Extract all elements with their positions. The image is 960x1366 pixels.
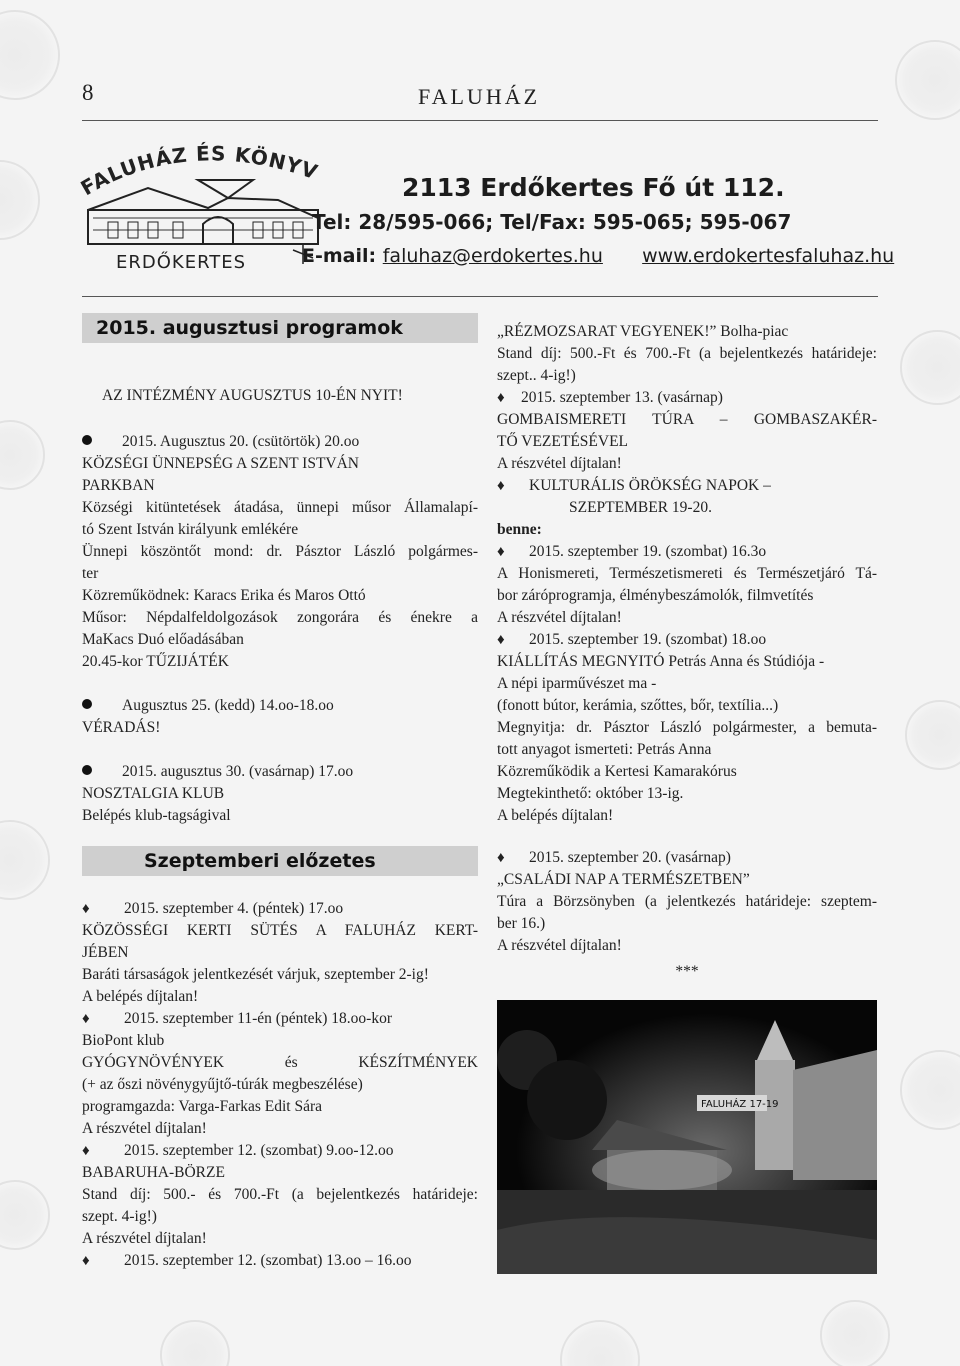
logo-arc-text: FALUHÁZ ÉS KÖNYV — [78, 141, 322, 200]
diamond-icon: ♦ — [497, 632, 505, 648]
event-aug20-fireworks: 20.45-kor TŰZIJÁTÉK — [82, 653, 229, 670]
event-sep12-stand-cont: szept. 4-ig!) — [82, 1208, 157, 1225]
logo-town-name: ERDŐKERTES — [116, 252, 247, 273]
event-sep20-desc-cont: ber 16.) — [497, 915, 546, 932]
event-sep19b-until: Megtekinthető: október 13-ig. — [497, 785, 684, 802]
event-sep19b-subtitle: A népi iparművészet ma - — [497, 675, 657, 692]
event-aug20-speech: Ünnepi köszöntőt mond: dr. Pásztor László polgármes- — [82, 543, 478, 560]
event-sep13-title: GOMBAISMERETI TÚRA – GOMBASZAKÉR- — [497, 411, 877, 428]
diamond-icon: ♦ — [82, 1143, 90, 1159]
event-fleamarket-stand-cont: szept.. 4-ig!) — [497, 367, 576, 384]
event-sep4-title-cont: JÉBEN — [82, 944, 129, 961]
event-sep19a-desc: A Honismereti, Természetismereti és Természetjáró Tá- — [497, 565, 877, 582]
event-sep12-stand: Stand díj: 500.- és 700.-Ft (a bejelentkezés határideje: — [82, 1186, 478, 1203]
event-sep4-date: ♦ 2015. szeptember 4. (péntek) 17.oo — [82, 898, 478, 920]
august-programs-title: 2015. augusztusi programok — [96, 317, 403, 339]
event-sep11-club: BioPont klub — [82, 1032, 165, 1049]
header-rule — [82, 120, 878, 121]
event-sep20-title: „CSALÁDI NAP A TERMÉSZETBEN” — [497, 871, 750, 888]
event-fleamarket-stand: Stand díj: 500.-Ft és 700.-Ft (a bejelentkezés határideje: — [497, 345, 877, 362]
september-preview-banner — [82, 846, 478, 876]
decorative-sun-icon — [905, 700, 960, 770]
event-aug20-speech-cont: ter — [82, 565, 99, 582]
september-program-list-right — [497, 321, 877, 983]
decorative-sun-icon — [900, 1050, 960, 1130]
august-programs-banner — [82, 313, 478, 343]
event-sep20-desc: Túra a Börzsönyben (a jelentkezés határideje: szeptem- — [497, 893, 877, 910]
diamond-icon: ♦ — [82, 1011, 90, 1027]
photo-night-scene — [497, 1000, 877, 1274]
event-sep11-desc: (+ az őszi növénygyűjtő-túrák megbeszélése) — [82, 1076, 363, 1093]
contact-address: 2113 Erdőkertes Fő út 112. — [402, 173, 785, 202]
event-aug20-program-cont: MaKacs Duó előadásában — [82, 631, 244, 648]
page-number: 8 — [82, 80, 94, 105]
event-aug20-title-cont: PARKBAN — [82, 477, 155, 494]
event-aug25-date: Augusztus 25. (kedd) 14.oo-18.oo — [82, 695, 478, 717]
event-aug30-note: Belépés klub-tagságival — [82, 807, 231, 824]
heritage-days-title: ♦ KULTURÁLIS ÖRÖKSÉG NAPOK – — [497, 475, 877, 497]
event-aug20-date: 2015. Augusztus 20. (csütörtök) 20.oo — [82, 431, 478, 453]
website-link[interactable]: www.erdokertesfaluhaz.hu — [642, 245, 895, 267]
filled-circle-icon — [82, 435, 92, 445]
event-sep19b-fee: A belépés díjtalan! — [497, 807, 614, 824]
decorative-sun-icon — [0, 1180, 50, 1250]
event-sep19a-desc-cont: bor záróprogramja, élménybeszámolók, filmvetítés — [497, 587, 814, 604]
decorative-sun-icon — [0, 420, 45, 490]
event-sep19b-materials: (fonott bútor, kerámia, szőttes, bőr, textília...) — [497, 697, 779, 714]
event-aug20-desc-cont: tó Szent István királyunk emlékére — [82, 521, 299, 538]
event-aug20-title: KÖZSÉGI ÜNNEPSÉG A SZENT ISTVÁN — [82, 455, 360, 472]
event-sep11-title: GYÓGYNÖVÉNYEK és KÉSZÍTMÉNYEK — [82, 1054, 478, 1071]
event-sep19a-date: ♦ 2015. szeptember 19. (szombat) 16.3o — [497, 541, 877, 563]
event-sep4-fee: A belépés díjtalan! — [82, 988, 199, 1005]
event-sep11-date: ♦ 2015. szeptember 11-én (péntek) 18.oo-kor — [82, 1008, 478, 1030]
event-sep19b-title: KIÁLLÍTÁS MEGNYITÓ Petrás Anna és Stúdiója - — [497, 653, 825, 670]
event-aug30-title: NOSZTALGIA KLUB — [82, 785, 225, 802]
event-aug30-date: 2015. augusztus 30. (vasárnap) 17.oo — [82, 761, 478, 783]
filled-circle-icon — [82, 699, 92, 709]
heritage-days-dates: SZEPTEMBER 19-20. — [569, 499, 712, 516]
diamond-icon: ♦ — [82, 1253, 90, 1269]
event-sep4-title: KÖZÖSSÉGI KERTI SÜTÉS A FALUHÁZ KERT- — [82, 922, 478, 939]
event-aug25-title: VÉRADÁS! — [82, 719, 161, 736]
filled-circle-icon — [82, 765, 92, 775]
event-sep11-host: programgazda: Varga-Farkas Edit Sára — [82, 1098, 323, 1115]
decorative-sun-icon — [0, 10, 60, 100]
contact-phone: Tel: 28/595-066; Tel/Fax: 595-065; 595-067 — [312, 210, 792, 234]
svg-text:FALUHÁZ ÉS KÖNYVTÁR — [78, 140, 321, 200]
decorative-sun-icon — [900, 330, 960, 405]
diamond-icon: ♦ — [82, 901, 90, 917]
event-sep20-date: ♦ 2015. szeptember 20. (vasárnap) — [497, 847, 877, 869]
page-title: FALUHÁZ — [418, 84, 541, 109]
event-sep19b-opening-cont: tott anyagot ismerteti: Petrás Anna — [497, 741, 712, 758]
decorative-sun-icon — [0, 820, 50, 900]
event-sep19b-opening: Megnyitja: dr. Pásztor László polgármester, a bemuta- — [497, 719, 877, 736]
section-separator: *** — [675, 963, 699, 980]
email-link[interactable]: faluhaz@erdokertes.hu — [382, 245, 603, 267]
photo-banner-text: FALUHÁZ 17-19 — [701, 1099, 779, 1110]
event-sep13-date: ♦ 2015. szeptember 13. (vasárnap) — [497, 387, 877, 409]
event-sep12-title: BABARUHA-BÖRZE — [82, 1164, 225, 1181]
september-program-list-left — [82, 898, 478, 1272]
event-sep19b-choir: Közreműködik a Kertesi Kamarakórus — [497, 763, 737, 780]
diamond-icon: ♦ — [497, 390, 505, 406]
diamond-icon: ♦ — [497, 544, 505, 560]
event-aug20-program: Műsor: Népdalfeldolgozások zongorára és énekre a — [82, 609, 478, 626]
decorative-sun-icon — [560, 1320, 640, 1366]
event-sep12-fee: A részvétel díjtalan! — [82, 1230, 207, 1247]
event-sep13-title-cont: TŐ VEZETÉSÉVEL — [497, 433, 629, 450]
august-program-list — [82, 385, 478, 827]
decorative-sun-icon — [820, 1300, 890, 1366]
event-sep19b-date: ♦ 2015. szeptember 19. (szombat) 18.oo — [497, 629, 877, 651]
event-sep12-date: ♦ 2015. szeptember 12. (szombat) 9.oo-12.oo — [82, 1140, 478, 1162]
september-preview-title: Szeptemberi előzetes — [144, 850, 376, 872]
event-sep19a-fee: A részvétel díjtalan! — [497, 609, 622, 626]
contact-rule — [82, 296, 878, 297]
decorative-sun-icon — [0, 160, 40, 240]
heritage-days-includes: benne: — [497, 521, 542, 538]
contact-email-line — [302, 245, 894, 267]
event-night-photo — [497, 1000, 877, 1274]
email-label: E-mail: — [302, 245, 377, 267]
event-aug20-desc: Községi kitüntetések átadása, ünnepi műsor Államalapí- — [82, 499, 478, 516]
faluhaz-logo — [78, 140, 323, 285]
event-sep4-desc: Baráti társaságok jelentkezését várjuk, szeptember 2-ig! — [82, 966, 429, 983]
event-sep13-fee: A részvétel díjtalan! — [497, 455, 622, 472]
event-fleamarket-title: „RÉZMOZSARAT VEGYENEK!” Bolha-piac — [497, 323, 789, 340]
decorative-sun-icon — [895, 40, 960, 120]
event-sep20-fee: A részvétel díjtalan! — [497, 937, 622, 954]
decorative-sun-icon — [160, 1320, 230, 1366]
event-sep12b-date: ♦ 2015. szeptember 12. (szombat) 13.oo – 16.oo — [82, 1250, 478, 1272]
diamond-icon: ♦ — [497, 478, 505, 494]
diamond-icon: ♦ — [497, 850, 505, 866]
event-aug20-performers: Közreműködnek: Karacs Erika és Maros Ottó — [82, 587, 366, 604]
event-sep11-fee: A részvétel díjtalan! — [82, 1120, 207, 1137]
opening-notice: AZ INTÉZMÉNY AUGUSZTUS 10-ÉN NYIT! — [102, 387, 403, 404]
